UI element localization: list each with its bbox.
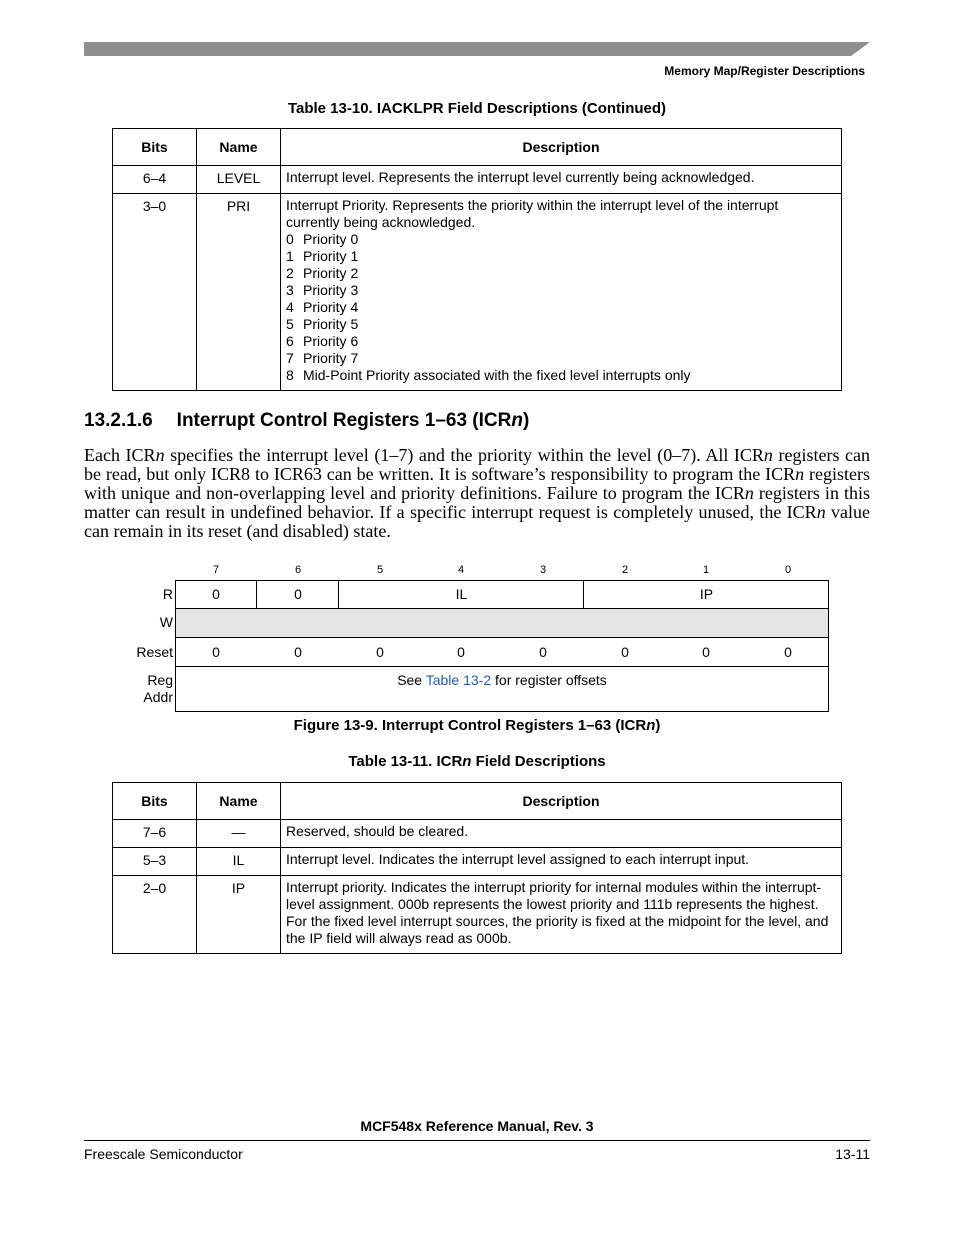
text-run: Each ICR	[84, 445, 156, 465]
description-cell: Interrupt level. Represents the interrupt level currently being acknowledged.	[281, 166, 842, 194]
table-row	[113, 848, 842, 876]
table2-col-name: Name	[197, 783, 281, 820]
enum-item: 7 Priority 7	[286, 350, 359, 366]
row-label-r: R	[162, 586, 173, 602]
table2-col-description: Description	[281, 783, 842, 820]
description-cell: Interrupt level. Indicates the interrupt level assigned to each interrupt input.	[281, 848, 842, 876]
reset-value: 0	[294, 644, 302, 660]
bit-number: 7	[212, 564, 220, 576]
text-run: registers in this matter can result in undefined behavior. If a specific interrupt request is completely unused, the ICR	[84, 483, 870, 522]
bits-cell: 6–4	[113, 166, 197, 194]
field-ip: IP	[699, 586, 714, 602]
row-label-addr: Addr	[143, 689, 173, 705]
header-bar	[84, 42, 870, 56]
enum-item: 5 Priority 5	[286, 316, 359, 332]
description-text: Interrupt Priority. Represents the priority within the interrupt level of the interrupt currently being acknowledged.	[286, 197, 779, 230]
bit-number: 3	[539, 564, 547, 576]
reset-value: 0	[702, 644, 710, 660]
field-il: IL	[455, 586, 468, 602]
page-number: 13-11	[835, 1146, 870, 1162]
bits-cell: 2–0	[113, 876, 197, 954]
field-bit7: 0	[212, 586, 220, 602]
footer-manual-title: MCF548x Reference Manual, Rev. 3	[360, 1118, 594, 1134]
reg-addr-text: See Table 13-2 for register offsets	[397, 672, 607, 688]
table1-col-description: Description	[281, 129, 842, 166]
text-run: value can remain in its reset (and disabled) state.	[84, 502, 870, 541]
table-row	[113, 876, 842, 954]
italic-run: n	[744, 483, 754, 503]
reset-value: 0	[621, 644, 629, 660]
table1-header-row	[113, 129, 842, 166]
field-bit6: 0	[294, 586, 302, 602]
bit-number: 4	[457, 564, 465, 576]
table-row	[113, 166, 842, 194]
enum-item: 6 Priority 6	[286, 333, 359, 349]
table1	[112, 128, 842, 391]
name-cell: IL	[197, 848, 281, 876]
enum-item: 8 Mid-Point Priority associated with the fixed level interrupts only	[286, 367, 691, 383]
section-heading: 13.2.1.6 Interrupt Control Registers 1–63 (ICRn)	[84, 410, 530, 431]
bit-number: 1	[702, 564, 710, 576]
reset-value: 0	[376, 644, 384, 660]
text-run: registers can be read, but only ICR8 to ICR63 can be written. It is software’s responsibility to program the ICR	[84, 445, 871, 484]
row-label-w: W	[159, 614, 173, 630]
bits-cell: 7–6	[113, 820, 197, 848]
text-run: specifies the interrupt level (1–7) and the priority within the level (0–7). All ICR	[164, 445, 764, 465]
table2-col-bits: Bits	[113, 783, 197, 820]
footer-rule	[84, 1140, 870, 1141]
table1-col-name: Name	[197, 129, 281, 166]
table2-header-row	[113, 783, 842, 820]
bit-number: 2	[621, 564, 629, 576]
italic-run: n	[795, 464, 805, 484]
figure-caption: Figure 13-9. Interrupt Control Registers 1–63 (ICRn)	[293, 717, 661, 734]
enum-item: 0 Priority 0	[286, 231, 359, 247]
enum-item: 2 Priority 2	[286, 265, 359, 281]
enum-item: 3 Priority 3	[286, 282, 359, 298]
row-label-reset: Reset	[136, 644, 173, 660]
name-cell: LEVEL	[197, 166, 281, 194]
enum-item: 1 Priority 1	[286, 248, 359, 264]
table1-col-bits: Bits	[113, 129, 197, 166]
description-cell: Interrupt priority. Indicates the interrupt priority for internal modules within the interrupt-level assignment. 000b represents the lowest priority and 111b represents the highest. For the fixed level interrupt sources, the priority is fixed at the midpoint for the level, and the IP field will always read as 000b.	[281, 876, 842, 954]
text-run: registers with unique and non-overlapping level and priority definitions. Failure to program the ICR	[84, 464, 870, 503]
bit-number: 0	[784, 564, 792, 576]
name-cell: —	[197, 820, 281, 848]
name-cell: IP	[197, 876, 281, 954]
italic-run: n	[155, 445, 165, 465]
body-paragraph	[84, 446, 870, 541]
reset-value: 0	[539, 644, 547, 660]
table-13-2-link[interactable]: Table 13-2	[425, 672, 492, 688]
footer-company: Freescale Semiconductor	[84, 1146, 243, 1162]
description-cell: Reserved, should be cleared.	[281, 820, 842, 848]
bits-cell: 5–3	[113, 848, 197, 876]
italic-run: n	[763, 445, 773, 465]
italic-run: n	[816, 502, 826, 522]
name-cell: PRI	[197, 194, 281, 391]
table-row	[113, 194, 842, 391]
bits-cell: 3–0	[113, 194, 197, 391]
reset-value: 0	[457, 644, 465, 660]
write-row-shade	[176, 609, 828, 637]
description-cell	[281, 194, 842, 391]
running-header: Memory Map/Register Descriptions	[664, 64, 865, 78]
reset-value: 0	[784, 644, 792, 660]
row-label-reg: Reg	[147, 672, 173, 688]
enum-item: 4 Priority 4	[286, 299, 359, 315]
table-row	[113, 820, 842, 848]
bit-number: 6	[294, 564, 302, 576]
table2-caption: Table 13-11. ICRn Field Descriptions	[348, 753, 606, 770]
bit-number: 5	[376, 564, 384, 576]
table2	[112, 782, 842, 954]
reset-value: 0	[212, 644, 220, 660]
table1-caption: Table 13-10. IACKLPR Field Descriptions (Continued)	[287, 100, 667, 117]
